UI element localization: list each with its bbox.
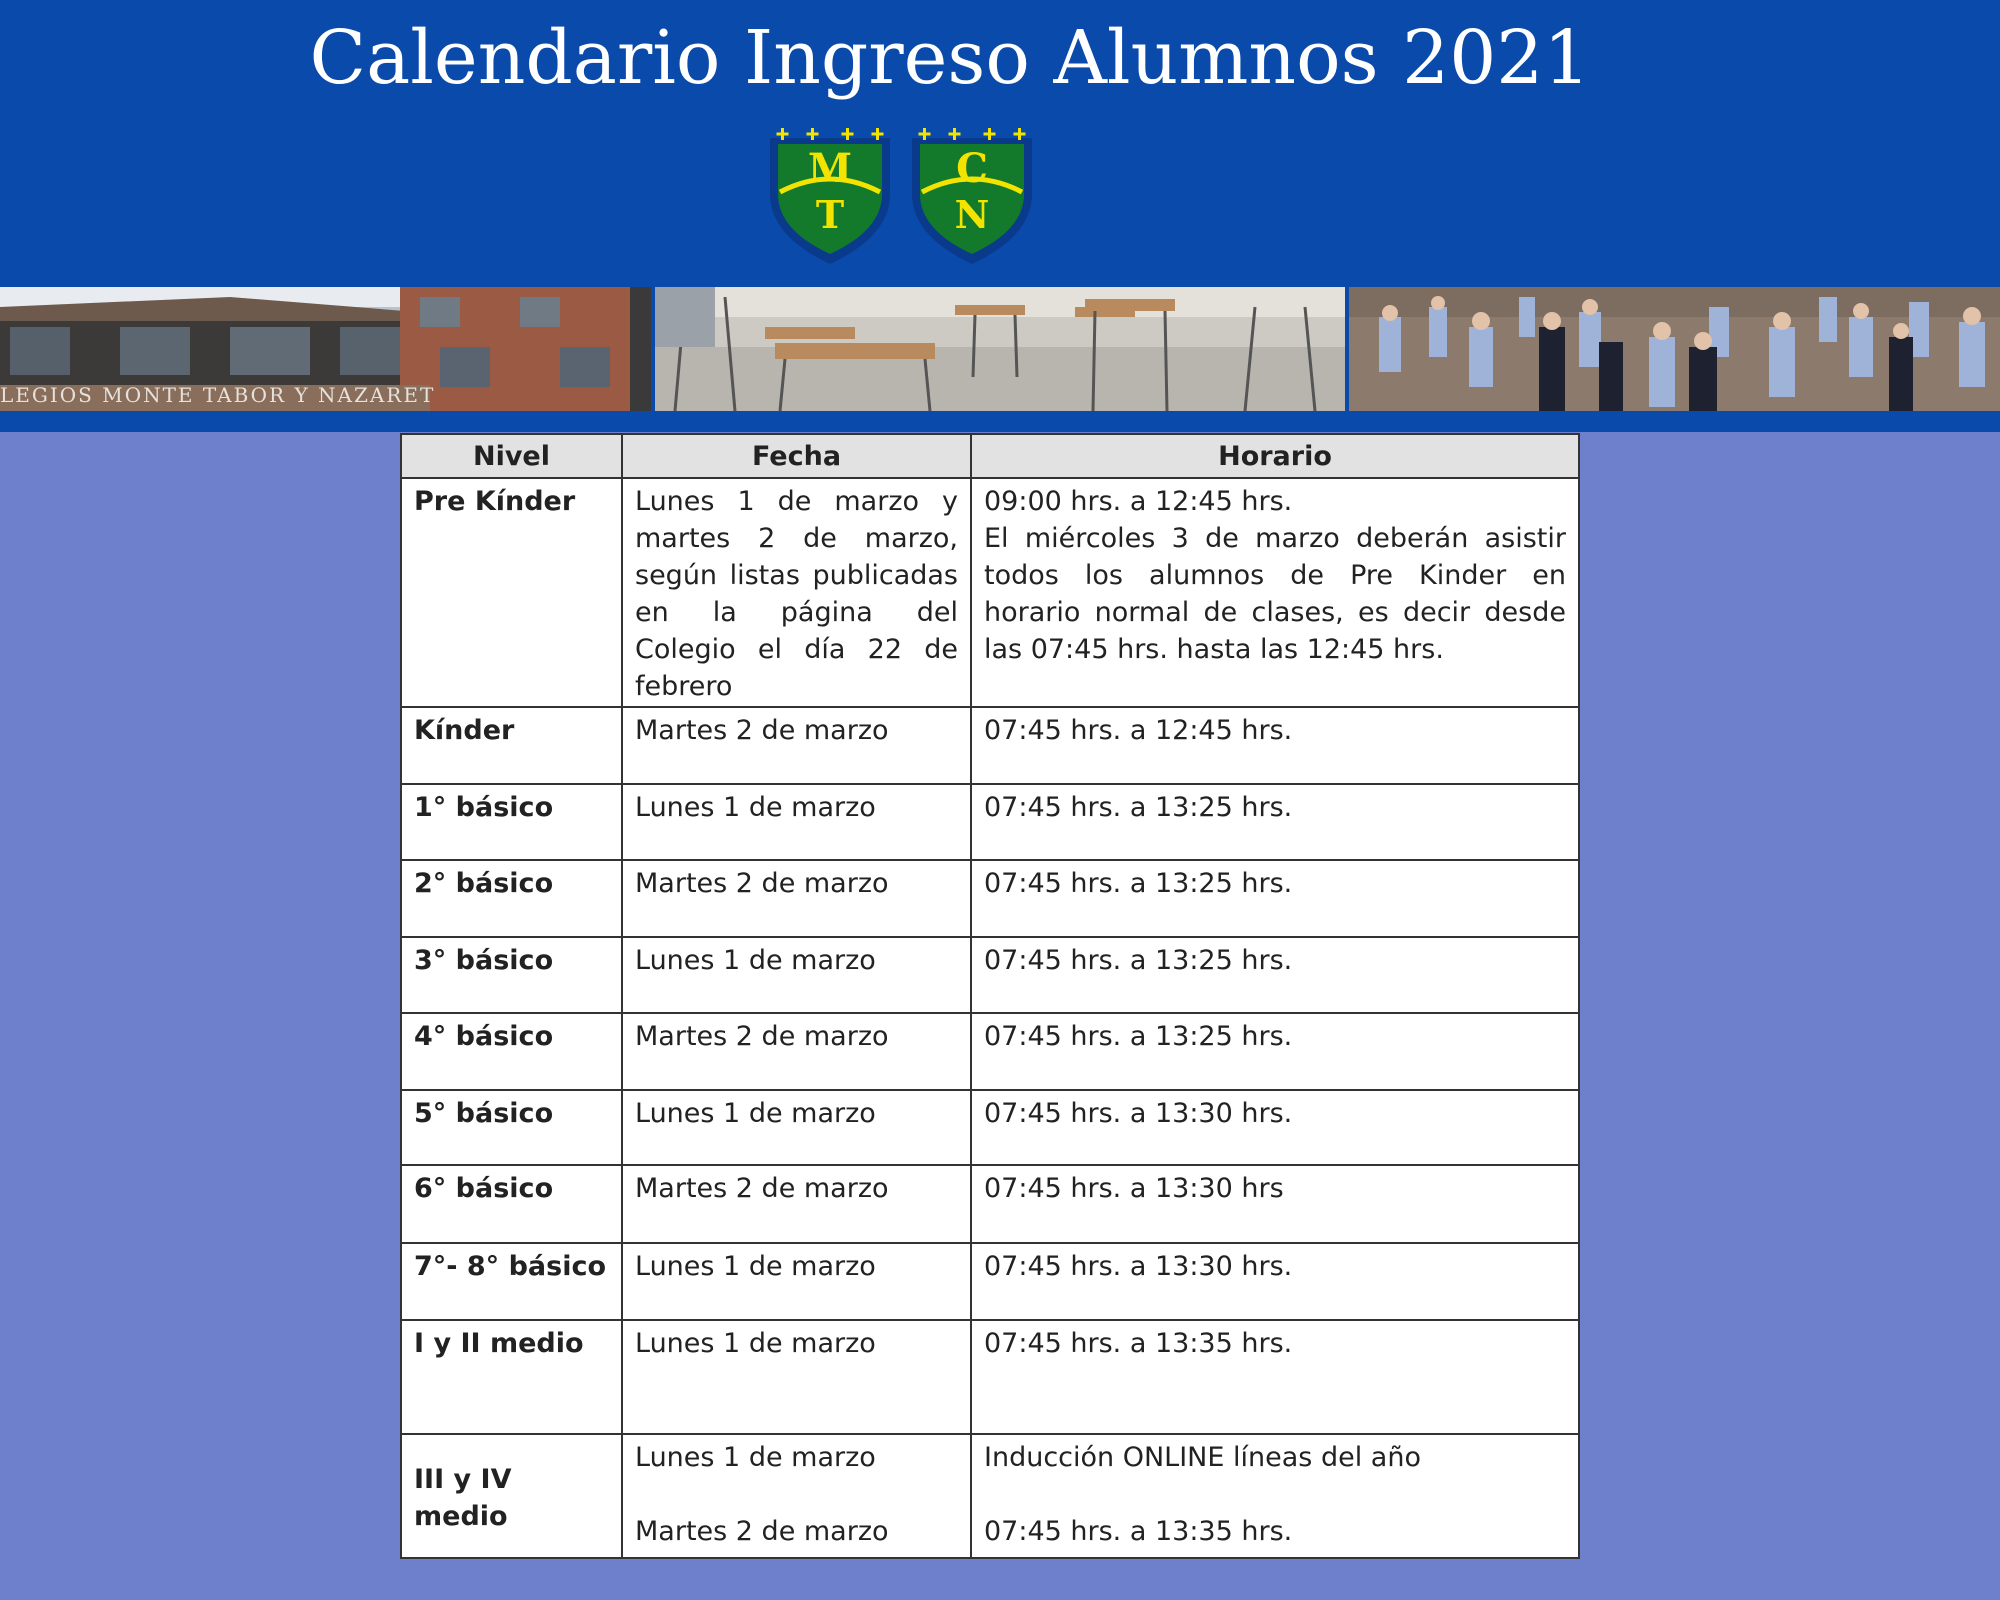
header-horario: Horario xyxy=(971,434,1579,478)
cell-fecha: Lunes 1 de marzo xyxy=(622,784,971,860)
table-row xyxy=(401,1090,1579,1165)
table-row xyxy=(401,1320,1579,1434)
cell-horario: 07:45 hrs. a 13:30 hrs. xyxy=(971,1243,1579,1320)
cell-nivel: 2° básico xyxy=(401,860,622,937)
horario-note: El miércoles 3 de marzo deberán asistir todos los alumnos de Pre Kinder en horario normal de clases, es decir desde las 07:45 hrs. hasta las 12:45 hrs. xyxy=(984,523,1566,665)
table-row xyxy=(401,937,1579,1013)
shield-cn-icon xyxy=(912,128,1032,264)
table-row xyxy=(401,784,1579,860)
cell-fecha: Martes 2 de marzo xyxy=(622,1013,971,1090)
cell-nivel: Kínder xyxy=(401,707,622,784)
cell-horario: 07:45 hrs. a 13:25 hrs. xyxy=(971,784,1579,860)
cell-nivel: 7°- 8° básico xyxy=(401,1243,622,1320)
cell-fecha: Lunes 1 de marzo xyxy=(622,1243,971,1320)
cell-fecha: Martes 2 de marzo xyxy=(622,707,971,784)
header-nivel: Nivel xyxy=(401,434,622,478)
cell-nivel: 3° básico xyxy=(401,937,622,1013)
cell-horario: 07:45 hrs. a 13:30 hrs. xyxy=(971,1090,1579,1165)
cell-fecha: Martes 2 de marzo xyxy=(622,860,971,937)
cell-nivel: 6° básico xyxy=(401,1165,622,1243)
svg-text:C: C xyxy=(956,145,988,192)
classroom-photo xyxy=(655,287,1345,411)
cell-nivel: I y II medio xyxy=(401,1320,622,1434)
cell-nivel: 5° básico xyxy=(401,1090,622,1165)
cell-fecha: Lunes 1 de marzo xyxy=(622,937,971,1013)
photo-strip xyxy=(0,287,2000,411)
table-row xyxy=(401,478,1579,707)
horario-line: Inducción ONLINE líneas del año xyxy=(984,1442,1421,1473)
schedule-table-container xyxy=(400,433,1580,1559)
table-row xyxy=(401,1434,1579,1558)
schedule-table xyxy=(400,433,1580,1559)
table-row xyxy=(401,860,1579,937)
cell-fecha: Martes 2 de marzo xyxy=(622,1165,971,1243)
cell-nivel: Pre Kínder xyxy=(401,478,622,707)
page-title: Calendario Ingreso Alumnos 2021 xyxy=(309,15,1591,101)
cell-horario xyxy=(971,1434,1579,1558)
header-fecha: Fecha xyxy=(622,434,971,478)
horario-line: 09:00 hrs. a 12:45 hrs. xyxy=(984,486,1293,517)
school-logos xyxy=(766,124,1036,269)
cell-horario: 07:45 hrs. a 13:25 hrs. xyxy=(971,860,1579,937)
cell-horario: 07:45 hrs. a 12:45 hrs. xyxy=(971,707,1579,784)
school-building-photo xyxy=(0,287,651,411)
shield-mt-icon xyxy=(770,128,890,264)
cell-fecha: Lunes 1 de marzo y martes 2 de marzo, según listas publicadas en la página del Colegio el día 22 de febrero xyxy=(622,478,971,707)
fecha-line: Lunes 1 de marzo xyxy=(635,1442,876,1473)
table-row xyxy=(401,1243,1579,1320)
cell-nivel: 4° básico xyxy=(401,1013,622,1090)
svg-text:M: M xyxy=(807,145,853,192)
table-row xyxy=(401,1013,1579,1090)
cell-horario: 07:45 hrs. a 13:35 hrs. xyxy=(971,1320,1579,1434)
table-row xyxy=(401,707,1579,784)
cell-horario xyxy=(971,478,1579,707)
cell-fecha: Lunes 1 de marzo xyxy=(622,1320,971,1434)
cell-horario: 07:45 hrs. a 13:25 hrs. xyxy=(971,1013,1579,1090)
cell-horario: 07:45 hrs. a 13:25 hrs. xyxy=(971,937,1579,1013)
cell-fecha: Lunes 1 de marzo xyxy=(622,1090,971,1165)
cell-fecha xyxy=(622,1434,971,1558)
school-logos-graphic xyxy=(766,124,1036,269)
cell-horario: 07:45 hrs. a 13:30 hrs xyxy=(971,1165,1579,1243)
cell-nivel: III y IV medio xyxy=(401,1434,622,1558)
header-banner xyxy=(0,0,2000,432)
cell-nivel: 1° básico xyxy=(401,784,622,860)
students-photo xyxy=(1349,287,2000,411)
svg-text:T: T xyxy=(815,192,845,237)
horario-line-2: 07:45 hrs. a 13:35 hrs. xyxy=(984,1516,1293,1547)
table-header-row xyxy=(401,434,1579,478)
table-row xyxy=(401,1165,1579,1243)
fecha-line-2: Martes 2 de marzo xyxy=(635,1516,889,1547)
photo-caption: LEGIOS MONTE TABOR Y NAZARET xyxy=(0,383,436,407)
svg-text:N: N xyxy=(954,192,990,237)
